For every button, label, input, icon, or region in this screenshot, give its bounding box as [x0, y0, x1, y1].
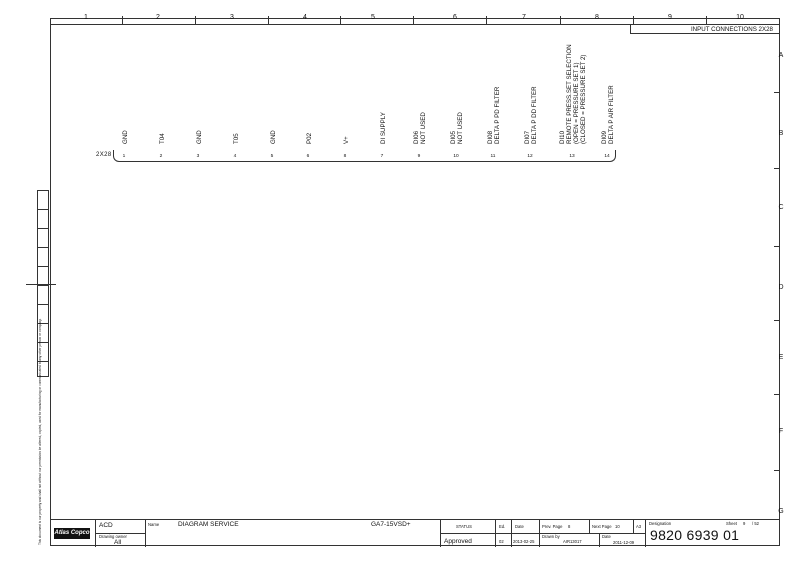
terminal-pin-number: 10 — [453, 154, 459, 159]
status: Approved — [444, 538, 472, 545]
terminal-pin-number: 5 — [270, 154, 274, 159]
atlas-copco-logo: Atlas Copco — [54, 528, 90, 539]
signal-label: NOT USED — [457, 112, 464, 144]
signal-label: NOT USED — [420, 112, 427, 144]
row-letter: G — [778, 508, 784, 515]
next-page: 10 — [615, 524, 620, 529]
terminal-pin-number: 1 — [122, 154, 126, 159]
column-tick — [413, 16, 414, 24]
margin-box — [37, 247, 49, 266]
signal-label: T04 — [158, 133, 166, 144]
signal-label: DI10 — [559, 130, 566, 144]
column-tick — [486, 16, 487, 24]
terminal-pin-number: 6 — [306, 154, 310, 159]
terminal-pin-number: 3 — [196, 154, 200, 159]
row-tick — [774, 246, 780, 247]
signal-label: DI09 — [601, 130, 608, 144]
column-tick — [560, 16, 561, 24]
signal-label: T05 — [232, 133, 240, 144]
column-number: 1 — [84, 14, 88, 21]
title-block — [50, 519, 780, 547]
prev-page: 8 — [568, 524, 571, 529]
row-letter: B — [778, 130, 784, 137]
margin-note: This document is our property and shall not without our permission be altered, copied, used for manufacturing or communicated to any other person or company. — [38, 318, 42, 545]
margin-box — [37, 190, 49, 209]
row-tick — [774, 92, 780, 93]
edition: 02 — [499, 539, 504, 544]
name-label: Name — [148, 522, 160, 527]
terminal-pin-number: 12 — [527, 154, 533, 159]
terminal-pin-number: 11 — [490, 154, 496, 159]
model: GA7-15VSD+ — [371, 521, 411, 528]
terminal-pin-number: 13 — [569, 154, 575, 159]
center-mark — [26, 284, 56, 285]
terminal-pin-number: 9 — [417, 154, 421, 159]
signal-label: DELTA P AIR FILTER — [608, 85, 615, 144]
row-tick — [774, 320, 780, 321]
signal-label: REMOTE PRESS.SET SELECTION — [566, 44, 573, 144]
sheet-number: 9 — [743, 521, 746, 526]
next-page-label: Next Page — [592, 524, 612, 529]
row-tick — [774, 394, 780, 395]
column-number: 9 — [668, 14, 672, 21]
signal-label: (CLOSED = PRESSURE SET 2) — [580, 54, 587, 144]
sheet-total: / 52 — [752, 521, 759, 526]
signal-label: V+ — [342, 136, 350, 144]
column-tick — [195, 16, 196, 24]
signal-label: DI08 — [487, 130, 494, 144]
terminal-pin-number: 2 — [159, 154, 163, 159]
column-number: 2 — [156, 14, 160, 21]
logo-cell — [50, 520, 95, 547]
date: 2013-02-25 — [513, 539, 535, 544]
terminal-pin-number: 14 — [604, 154, 610, 159]
terminal-pin-number: 7 — [380, 154, 384, 159]
signal-label: (OPEN = PRESSURE SET 1) — [573, 62, 580, 144]
column-tick — [706, 16, 707, 24]
status-label: STATUS — [456, 524, 472, 529]
signal-label: DELTA P DD FILTER — [531, 86, 538, 144]
designation: 9820 6939 01 — [650, 527, 740, 543]
drawn-by: AIR13017 — [563, 539, 582, 544]
column-tick — [340, 16, 341, 24]
margin-box — [37, 209, 49, 228]
signal-label: DI06 — [413, 130, 420, 144]
row-tick — [774, 168, 780, 169]
drawing-frame — [50, 18, 780, 546]
margin-box — [37, 228, 49, 247]
terminal-pin-number: 4 — [233, 154, 237, 159]
margin-box — [37, 285, 49, 304]
paper-size: A3 — [636, 524, 642, 529]
row-letter: F — [778, 428, 784, 435]
column-tick — [122, 16, 123, 24]
designation-label: Designation — [649, 521, 672, 526]
column-number: 3 — [230, 14, 234, 21]
sheet-label: Sheet — [726, 521, 737, 526]
drawing-name: DIAGRAM SERVICE — [178, 521, 239, 528]
column-number: 7 — [522, 14, 526, 21]
signal-label: DI SUPPLY — [379, 112, 387, 144]
signal-label: P02 — [305, 132, 313, 144]
terminal-pin-number: 8 — [343, 154, 347, 159]
column-tick — [633, 16, 634, 24]
company: ACD — [99, 522, 113, 529]
column-tick — [268, 16, 269, 24]
row-letter: E — [778, 354, 784, 361]
signal-label: DI05 — [450, 130, 457, 144]
date2-label: Date — [602, 534, 611, 539]
signal-label: DELTA P PD FILTER — [494, 86, 501, 144]
terminal-strip-2x28 — [113, 150, 616, 162]
signal-label: DI07 — [524, 130, 531, 144]
edition-label: Ed. — [499, 524, 506, 529]
drawing-owner-label: Drawing owner — [99, 534, 127, 539]
signal-label: GND — [121, 130, 129, 144]
date2: 2011-12-09 — [613, 540, 635, 545]
drawing-owner: All — [114, 539, 122, 546]
row-tick — [774, 470, 780, 471]
column-number: 6 — [453, 14, 457, 21]
date-label: Date — [515, 524, 524, 529]
column-number: 10 — [736, 14, 744, 21]
column-number: 4 — [303, 14, 307, 21]
margin-box — [37, 266, 49, 285]
signal-label: GND — [195, 130, 203, 144]
column-number: 8 — [595, 14, 599, 21]
row-letter: C — [778, 204, 784, 211]
sheet-title: INPUT CONNECTIONS 2X28 — [630, 24, 780, 34]
signal-label: GND — [269, 130, 277, 144]
column-number: 5 — [371, 14, 375, 21]
drawn-by-label: Drawn by — [542, 534, 560, 539]
row-letter: D — [778, 284, 784, 291]
prev-page-label: Prev. Page — [542, 524, 563, 529]
row-letter: A — [778, 52, 784, 59]
terminal-strip-label: 2X28 — [96, 152, 112, 158]
